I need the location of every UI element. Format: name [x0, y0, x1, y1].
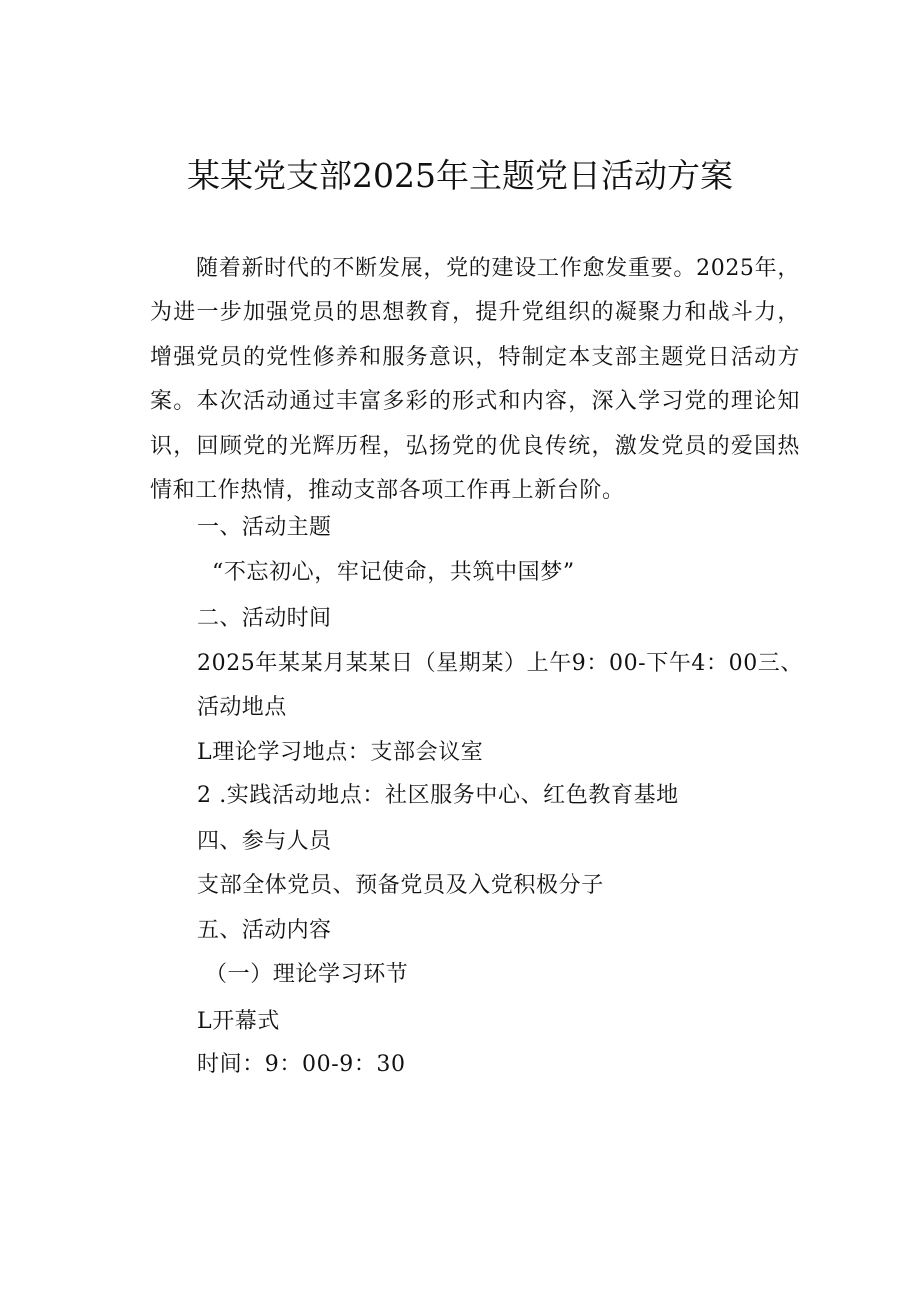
- activity-time-text: 2025年某某月某某日（星期某）上午9：00-下午4：00三、: [197, 651, 804, 676]
- activity-theme-text: “不忘初心，牢记使命，共筑中国梦”: [212, 560, 575, 585]
- section-heading-participants: 四、参与人员: [197, 829, 332, 854]
- content-item-opening-time: 时间：9：00-9：30: [197, 1052, 406, 1077]
- section-heading-place: 活动地点: [197, 695, 287, 720]
- place-item-2: 2 .实践活动地点：社区服务中心、红色教育基地: [197, 783, 679, 808]
- subsection-theory-study: （一）理论学习环节: [205, 962, 409, 987]
- section-heading-theme: 一、活动主题: [197, 515, 332, 540]
- document-title: 某某党支部2025年主题党日活动方案: [187, 156, 733, 195]
- participants-text: 支部全体党员、预备党员及入党积极分子: [197, 873, 604, 898]
- intro-paragraph: 随着新时代的不断发展，党的建设工作愈发重要。2025年，为进一步加强党员的思想教育，提升党组织的凝聚力和战斗力，增强党员的党性修养和服务意识，特制定本支部主题党日活动方案。本次活动通过丰富多彩的形式和内容，深入学习党的理论知识，回顾党的光辉历程，弘扬党的优良传统，激发党员的爱国热情和工作热情，推动支部各项工作再上新台阶。: [150, 256, 800, 504]
- section-heading-time: 二、活动时间: [197, 606, 332, 631]
- section-heading-content: 五、活动内容: [197, 918, 332, 943]
- content-item-opening: L开幕式: [197, 1009, 281, 1034]
- place-item-1: L理论学习地点：支部会议室: [197, 740, 484, 765]
